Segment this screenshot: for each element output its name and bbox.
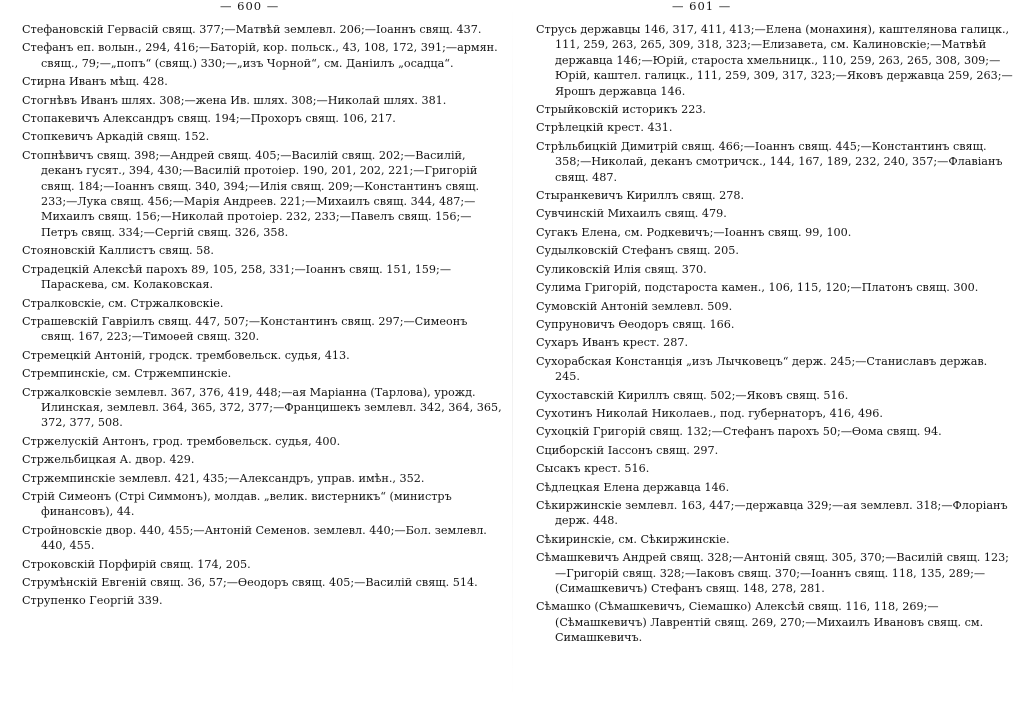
index-entry: Сѣкиринскіе, см. Сѣкиржинскіе. — [536, 532, 730, 546]
page-number-left: — 600 — — [220, 0, 280, 13]
index-entry: Сумовскій Антоній землевл. 509. — [536, 299, 733, 313]
index-entries-left — [22, 22, 504, 609]
index-entry: Сувчинскій Михаилъ свящ. 479. — [536, 207, 727, 221]
index-entry: Струмѣнскій Евгеній свящ. 36, 57;—Ѳеодоръ свящ. 405;—Василій свящ. 514. — [22, 576, 478, 589]
index-entry: Сухотинъ Николай Николаев., под. губернаторъ, 416, 496. — [536, 406, 883, 420]
index-entry: Судылковскій Стефанъ свящ. 205. — [536, 244, 739, 258]
index-entry: Стопнѣвичъ свящ. 398;—Андрей свящ. 405;—Василій свящ. 202;—Василій, деканъ гусят., 394, 430;—Василій протоіер. 190, 201, 202, 221;—Григорій свящ. 184;—Іоаннъ свящ. 340, 394;—Илія свящ. 209;—Константинъ свящ. 233;—Лука свящ. 456;—Марія Андреев. 221;—Михаилъ свящ. 344, 487;—Михаилъ свящ. 156;—Николай протоіер. 232, 233;—Павелъ свящ. 156;—Петръ свящ. 334;—Сергій свящ. 326, 358. — [22, 148, 480, 239]
index-entry: Стрій Симеонъ (Стрі Симмонъ), молдав. „велик. вистерникъ“ (министръ финансовъ), 44. — [22, 489, 452, 519]
index-entries-right — [536, 22, 1014, 646]
right-page — [512, 0, 1024, 704]
index-entry: Страдецкій Алексѣй парохъ 89, 105, 258, 331;—Іоаннъ свящ. 151, 159;—Параскева, см. Колаковская. — [22, 262, 452, 292]
index-entry: Сухоставскій Кириллъ свящ. 502;—Яковъ свящ. 516. — [536, 388, 849, 402]
index-entry: Стрѣльбицкій Димитрій свящ. 466;—Іоаннъ свящ. 445;—Константинъ свящ. 358;—Николай, деканъ смотричск., 144, 167, 189, 232, 240, 357;—Флавіанъ свящ. 487. — [536, 139, 1003, 184]
index-entry: Супруновичъ Ѳеодоръ свящ. 166. — [536, 317, 735, 331]
index-entry: Струсь державцы 146, 317, 411, 413;—Елена (монахиня), каштелянова галицк., 111, 259, 263, 265, 309, 318, 323;—Елизавета, см. Калиновскіе;—Матвѣй державца 146;—Юрій, староста хмельницк., 110, 259, 263, 265, 308, 309;—Юрій, каштел. галицк., 111, 259, 309, 317, 323;—Яковъ державца 259, 263;—Ярошъ державца 146. — [536, 23, 1013, 98]
index-entry: Стефанъ еп. волын., 294, 416;—Баторій, кор. польск., 43, 108, 172, 391;—армян. свящ., 79;—„попъ“ (свящ.) 330;—„изъ Чорной“, см. Даніилъ „осадца“. — [22, 41, 498, 70]
index-entry: Стирна Иванъ мѣщ. 428. — [22, 75, 168, 89]
index-entry: Сѣкиржинскіе землевл. 163, 447;—державца 329;—ая землевл. 318;—Флоріанъ держ. 448. — [536, 498, 1008, 528]
index-entry: Стопакевичъ Александръ свящ. 194;—Прохоръ свящ. 106, 217. — [22, 112, 396, 126]
index-entry: Суликовскій Илія свящ. 370. — [536, 262, 707, 276]
index-entry: Сысакъ крест. 516. — [536, 462, 650, 476]
index-entry: Стржалковскіе землевл. 367, 376, 419, 448;—ая Маріанна (Тарлова), урожд. Илинская, землевл. 364, 365, 372, 377;—Францишекъ землевл. 342, 364, 365, 372, 377, 508. — [22, 385, 502, 430]
index-entry: Сѣмашко (Сѣмашкевичъ, Сіемашко) Алексѣй свящ. 116, 118, 269;—(Сѣмашкевичъ) Лаврентій свящ. 269, 270;—Михаилъ Ивановъ свящ. см. Симашкевичъ. — [536, 600, 984, 645]
index-entry: Стржельбицкая А. двор. 429. — [22, 453, 195, 467]
index-entry: Стояновскій Каллистъ свящ. 58. — [22, 244, 214, 258]
index-entry: Сулима Григорій, подстароста камен., 106, 115, 120;—Платонъ свящ. 300. — [536, 281, 979, 295]
index-entry: Сѣдлецкая Елена державца 146. — [536, 480, 730, 494]
index-entry: Сциборскій Іассонъ свящ. 297. — [536, 443, 719, 457]
page-number-right: — 601 — — [672, 0, 732, 13]
index-entry: Стрыйковскій историкъ 223. — [536, 103, 706, 117]
index-entry: Стремецкій Антоній, гродск. трембовельск. судья, 413. — [22, 348, 350, 362]
index-entry: Сухоцкій Григорій свящ. 132;—Стефанъ парохъ 50;—Ѳома свящ. 94. — [536, 425, 942, 439]
index-entry: Стогнѣвъ Иванъ шлях. 308;—жена Ив. шлях. 308;—Николай шлях. 381. — [22, 93, 447, 107]
index-entry: Сѣмашкевичъ Андрей свящ. 328;—Антоній свящ. 305, 370;—Василій свящ. 123;—Григорій свящ. 328;—Іаковъ свящ. 370;—Іоаннъ свящ. 118, 135, 289;—(Симашкевичъ) Стефанъ свящ. 148, 278, 281. — [536, 551, 1009, 595]
index-entry: Стремпинскіе, см. Стржемпинскіе. — [22, 367, 232, 381]
index-entry: Стефановскій Гервасій свящ. 377;—Матвѣй землевл. 206;—Іоаннъ свящ. 437. — [22, 23, 482, 36]
index-entry: Струпенко Георгій 339. — [22, 594, 163, 608]
index-entry: Сухорабская Констанція „изъ Лычковецъ“ держ. 245;—Станиславъ держав. 245. — [536, 354, 988, 384]
index-entry: Стройновскіе двор. 440, 455;—Антоній Семенов. землевл. 440;—Бол. землевл. 440, 455. — [22, 523, 487, 553]
index-entry: Стржелускій Антонъ, грод. трембовельск. судья, 400. — [22, 434, 341, 448]
index-entry: Строковскій Порфирій свящ. 174, 205. — [22, 557, 251, 571]
index-entry: Стыранкевичъ Кириллъ свящ. 278. — [536, 189, 745, 203]
index-entry: Стралковскіе, см. Стржалковскіе. — [22, 296, 224, 310]
index-entry: Сухаръ Иванъ крест. 287. — [536, 336, 689, 350]
index-entry: Стрѣлецкій крест. 431. — [536, 121, 673, 135]
index-entry: Стопкевичъ Аркадій свящ. 152. — [22, 130, 210, 144]
index-entry: Сугакъ Елена, см. Родкевичъ;—Іоаннъ свящ. 99, 100. — [536, 225, 852, 239]
index-entry: Страшевскій Гавріилъ свящ. 447, 507;—Константинъ свящ. 297;—Симеонъ свящ. 167, 223;—Тимоѳей свящ. 320. — [22, 314, 468, 344]
index-entry: Стржемпинскіе землевл. 421, 435;—Александръ, управ. имѣн., 352. — [22, 471, 425, 485]
